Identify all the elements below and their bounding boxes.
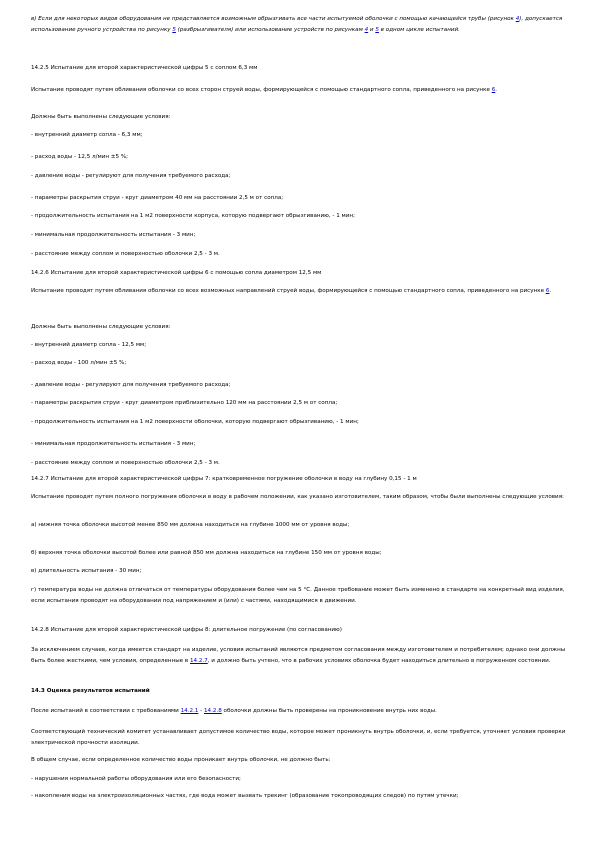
text-run: б) верхняя точка оболочки высотой более или равной 850 мм должна находиться на глубине 150 мм от уровня воды; — [31, 550, 382, 556]
text-run: После испытаний в соответствии с требованиями — [31, 708, 181, 714]
section-heading-14-3 — [31, 686, 571, 697]
text-run: а) нижняя точка оболочки высотой менее 850 мм должна находиться на глубине 1000 мм от уровня воды; — [31, 522, 350, 528]
section-heading-14-2-6 — [31, 268, 571, 279]
text-run: - внутренний диаметр сопла - 6,3 мм; — [31, 132, 143, 138]
paragraph-note-v — [31, 14, 571, 36]
list-item-condition-b — [31, 548, 571, 559]
list-item-min-duration — [31, 230, 571, 241]
list-item-nozzle-diameter — [31, 340, 571, 351]
text-run: (разбрызгивателя) или использование устройств по рисункам — [175, 27, 365, 33]
text-run: - расстояние между соплом и поверхностью оболочки 2,5 - 3 м. — [31, 460, 220, 466]
text-run: 14.2.8 Испытание для второй характеристической цифры 8: длительное погружение (по согласованию) — [31, 627, 342, 633]
list-item-no-malfunction — [31, 774, 571, 785]
list-item-min-duration — [31, 439, 571, 450]
cross-reference-link[interactable]: 5 — [375, 27, 379, 33]
text-run: , и должно быть учтено, что в рабочих условиях оболочка будет находиться длительно в погруженном состоянии. — [207, 658, 551, 664]
paragraph-long-immersion — [31, 645, 571, 667]
text-run: в) Если для некоторых видов оборудования не представляется возможным обрызгивать все части испытуемой оболочки с помощью качающейся трубы (рисунок — [31, 16, 516, 22]
text-run: Соответствующий технический комитет устанавливает допустимое количество воды, которое может проникнуть внутрь оболочки, и, если требуется, уточняет условия проверки электрической прочности изоляции. — [31, 729, 566, 746]
paragraph-conditions-intro — [31, 322, 571, 333]
text-run: оболочки должны быть проверены на проникновение внутрь них воды. — [221, 708, 437, 714]
text-run: Испытание проводят путем обливания оболочки со всех сторон струей воды, формирующейся с помощью стандартного сопла, приведенного на рисунке — [31, 87, 492, 93]
cross-reference-link[interactable]: 14.2.8 — [203, 708, 222, 714]
text-run: - — [198, 708, 204, 714]
list-item-no-accumulation — [31, 791, 571, 802]
text-run: 14.2.7 Испытание для второй характеристической цифры 7: кратковременное погружение оболочки в воду на глубину 0,15 - 1 м — [31, 476, 417, 482]
paragraph-test-method-5 — [31, 85, 571, 96]
cross-reference-link[interactable]: 5 — [172, 27, 176, 33]
section-heading-14-2-7 — [31, 474, 571, 485]
list-item-distance — [31, 249, 571, 260]
text-run: 14.3 Оценка результатов испытаний — [31, 688, 150, 694]
text-run: 14.2.5 Испытание для второй характеристической цифры 5 с соплом 6,3 мм — [31, 65, 258, 71]
text-run: в одном цикле испытаний. — [378, 27, 460, 33]
text-run: в) длительность испытания - 30 мин; — [31, 568, 142, 574]
text-run: - расход воды - 12,5 л/мин ±5 %; — [31, 154, 129, 160]
list-item-condition-v — [31, 566, 571, 577]
text-run: и — [368, 27, 376, 33]
text-run: Испытание проводят путем обливания оболочки со всех возможных направлений струей воды, формирующейся с помощью стандартного сопла, приведенного на рисунке — [31, 288, 546, 294]
section-heading-14-2-5 — [31, 63, 571, 74]
list-item-distance — [31, 458, 571, 469]
paragraph-immersion-method — [31, 492, 571, 503]
paragraph-technical-committee — [31, 727, 571, 749]
text-run: Испытание проводят путем полного погружения оболочки в воду в рабочем положении, как указано изготовителем, таким образом, чтобы были выполнены следующие условия: — [31, 494, 564, 500]
list-item-water-pressure — [31, 380, 571, 391]
text-run: - продолжительность испытания на 1 м2 поверхности корпуса, которую подвергают обрызгиванию, - 1 мин; — [31, 213, 355, 219]
cross-reference-link[interactable]: 14.2.7 — [189, 658, 208, 664]
text-run: . — [495, 87, 498, 93]
text-run: 14.2.6 Испытание для второй характеристической цифры 6 с помощью сопла диаметром 12,5 мм — [31, 270, 322, 276]
paragraph-evaluation-intro — [31, 706, 571, 717]
cross-reference-link[interactable]: 6 — [491, 87, 496, 93]
list-item-duration-per-m2 — [31, 211, 571, 222]
text-run: - расстояние между соплом и поверхностью оболочки 2,5 - 3 м. — [31, 251, 220, 257]
list-item-jet-spread — [31, 193, 571, 204]
text-run: - продолжительность испытания на 1 м2 поверхности оболочки, которую подвергают обрызгиванию, - 1 мин; — [31, 419, 359, 425]
text-run: - давление воды - регулируют для получения требуемого расхода; — [31, 173, 231, 179]
text-run: - минимальная продолжительность испытания - 3 мин; — [31, 441, 196, 447]
text-run: Должны быть выполнены следующие условия: — [31, 324, 171, 330]
section-heading-14-2-8 — [31, 625, 571, 636]
text-run: ), допускается использование ручного устройства по рисунку — [31, 16, 563, 33]
paragraph-test-method-6 — [31, 286, 571, 297]
list-item-water-flow — [31, 358, 571, 369]
text-run: . — [549, 288, 552, 294]
text-run: Должны быть выполнены следующие условия: — [31, 114, 171, 120]
list-item-condition-a — [31, 520, 571, 531]
list-item-condition-g — [31, 585, 571, 607]
text-run: - нарушения нормальной работы оборудования или его безопасности; — [31, 776, 241, 782]
text-run: - минимальная продолжительность испытания - 3 мин; — [31, 232, 196, 238]
list-item-nozzle-diameter — [31, 130, 571, 141]
paragraph-conditions-intro — [31, 112, 571, 123]
text-run: За исключением случаев, когда имеется стандарт на изделие, условия испытаний являются предметом согласования между изготовителем и потребителем; однако они должны быть более жесткими, чем условия, определенные в — [31, 647, 566, 664]
cross-reference-link[interactable]: 4 — [364, 27, 369, 33]
text-run: - давление воды - регулируют для получения требуемого расхода; — [31, 382, 231, 388]
list-item-water-flow — [31, 152, 571, 163]
cross-reference-link[interactable]: 6 — [545, 288, 550, 294]
text-run: - внутренний диаметр сопла - 12,5 мм; — [31, 342, 147, 348]
cross-reference-link[interactable]: 14.2.1 — [180, 708, 199, 714]
text-run: - расход воды - 100 л/мин ±5 %; — [31, 360, 127, 366]
list-item-water-pressure — [31, 171, 571, 182]
list-item-jet-spread — [31, 398, 571, 409]
list-item-duration-per-m2 — [31, 417, 571, 428]
cross-reference-link[interactable]: 4 — [515, 16, 520, 22]
text-run: г) температура воды не должна отличаться от температуры оборудования более чем на 5 °С. Данное требование может быть изменено в стандарте на конкретный вид изделия, если испытания проводят на оборудовании под напряжением и (или) с частями, находящимися в движении. — [31, 587, 565, 604]
text-run: - параметры раскрытия струи - круг диаметром приблизительно 120 мм на расстоянии 2,5 м от сопла; — [31, 400, 338, 406]
text-run: - накопления воды на электроизоляционных частях, где вода может вызвать трекинг (образование токопроводящих следов) по путям утечки; — [31, 793, 459, 799]
paragraph-general-case — [31, 755, 571, 766]
text-run: - параметры раскрытия струи - круг диаметром 40 мм на расстоянии 2,5 м от сопла; — [31, 195, 284, 201]
text-run: В общем случае, если определенное количество воды проникает внутрь оболочки, не должно быть: — [31, 757, 331, 763]
